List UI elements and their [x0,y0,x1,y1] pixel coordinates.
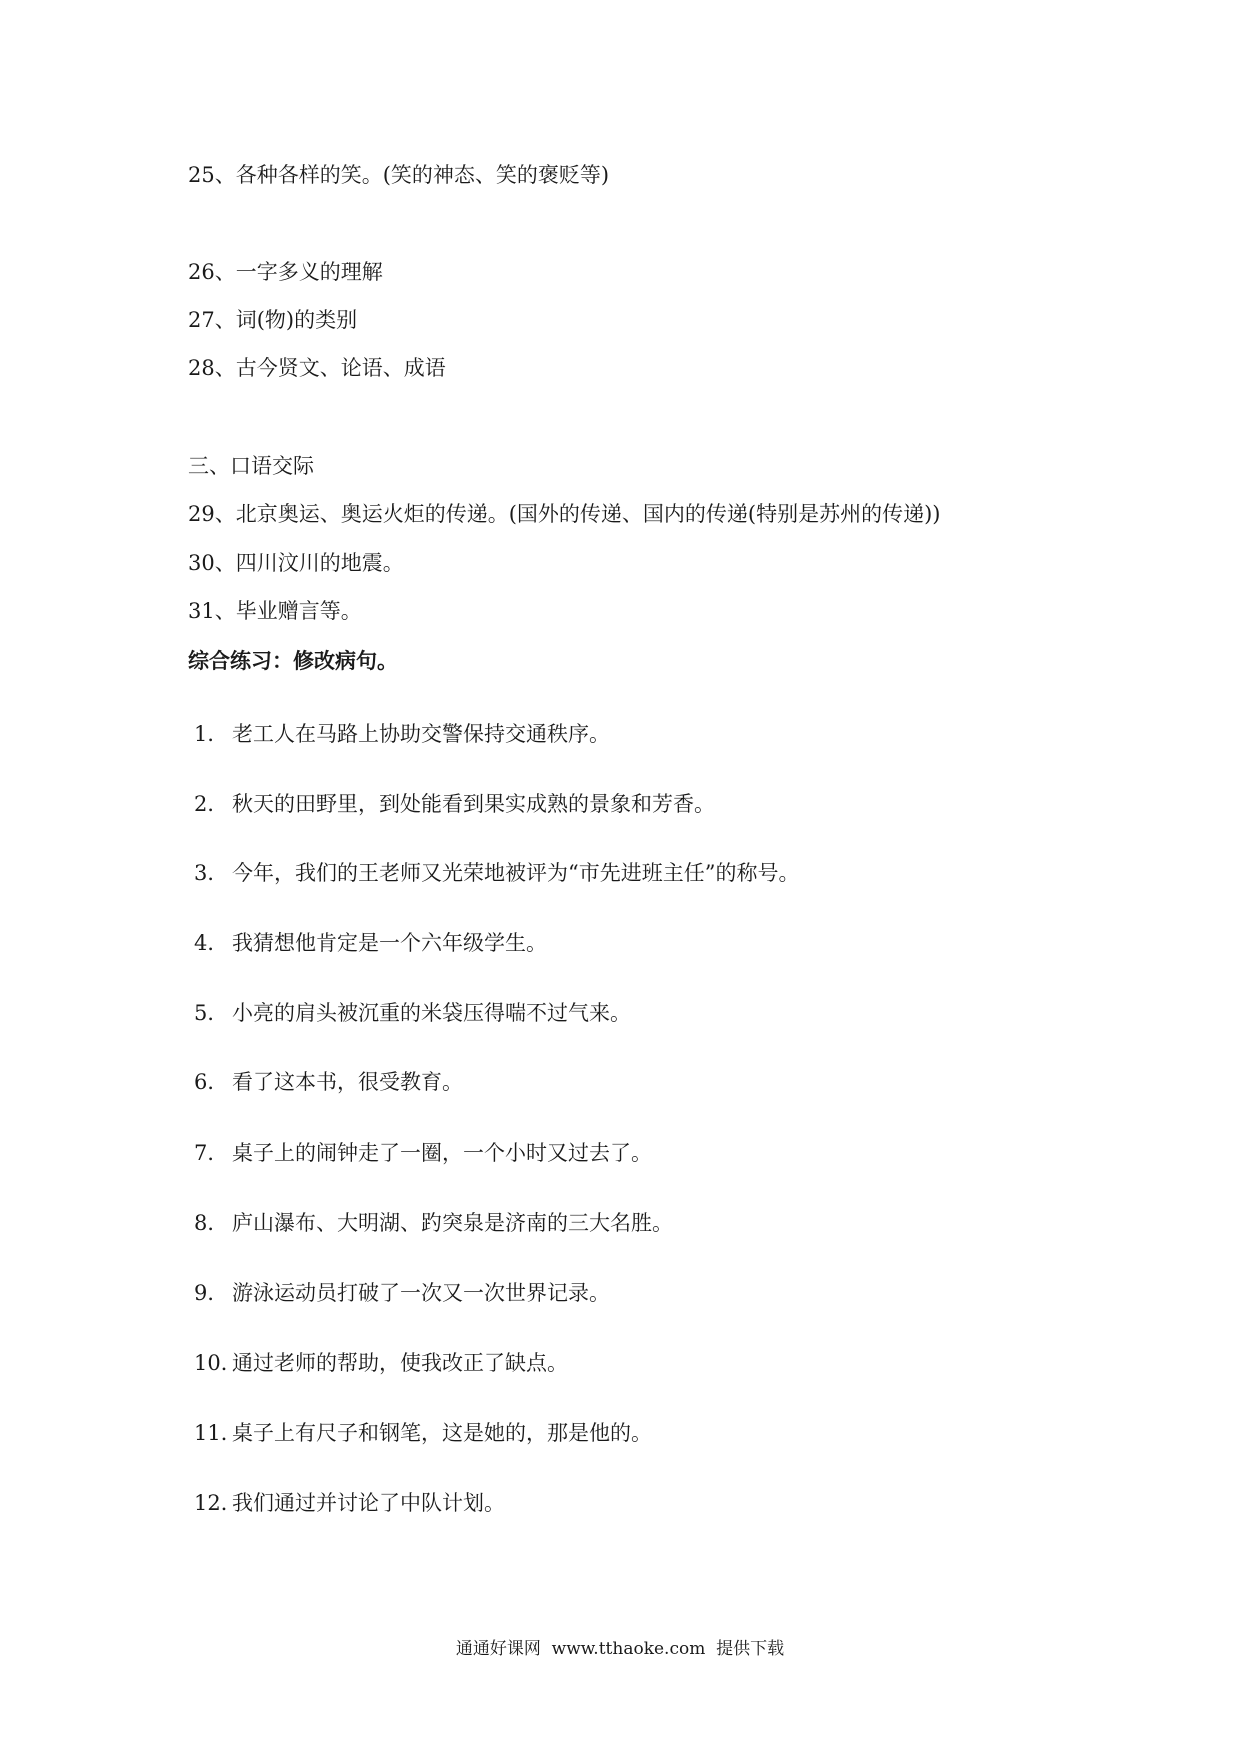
list-item-27: 27、词(物)的类别 [188,308,358,332]
exercise-item: 1． 老工人在马路上协助交警保持交通秩序。 [194,722,610,746]
list-item-30: 30、四川汶川的地震。 [188,551,404,575]
exercise-item: 2． 秋天的田野里，到处能看到果实成熟的景象和芳香。 [194,792,715,816]
page-footer: 通通好课网 www.tthaoke.com 提供下载 [455,1639,785,1659]
list-item-25: 25、各种各样的笑。(笑的神态、笑的褒贬等) [188,163,610,187]
list-item-28: 28、古今贤文、论语、成语 [188,356,446,380]
exercise-item: 12．我们通过并讨论了中队计划。 [194,1491,505,1515]
list-item-29: 29、北京奥运、奥运火炬的传递。(国外的传递、国内的传递(特别是苏州的传递)) [188,502,941,526]
list-item-26: 26、一字多义的理解 [188,260,383,284]
exercise-item: 4． 我猜想他肯定是一个六年级学生。 [194,931,547,955]
list-item-31: 31、毕业赠言等。 [188,599,362,623]
exercise-item: 9． 游泳运动员打破了一次又一次世界记录。 [194,1281,610,1305]
exercise-item: 8． 庐山瀑布、大明湖、趵突泉是济南的三大名胜。 [194,1211,673,1235]
exercise-item: 10．通过老师的帮助，使我改正了缺点。 [194,1351,568,1375]
exercise-item: 11．桌子上有尺子和钢笔，这是她的，那是他的。 [194,1421,652,1445]
exercise-item: 5． 小亮的肩头被沉重的米袋压得喘不过气来。 [194,1001,631,1025]
section-heading: 三、口语交际 [188,454,314,478]
exercise-item: 6． 看了这本书，很受教育。 [194,1070,463,1094]
exercise-item: 7． 桌子上的闹钟走了一圈，一个小时又过去了。 [194,1141,652,1165]
exercise-title: 综合练习：修改病句。 [188,649,398,673]
exercise-item: 3． 今年，我们的王老师又光荣地被评为“市先进班主任”的称号。 [194,861,800,885]
